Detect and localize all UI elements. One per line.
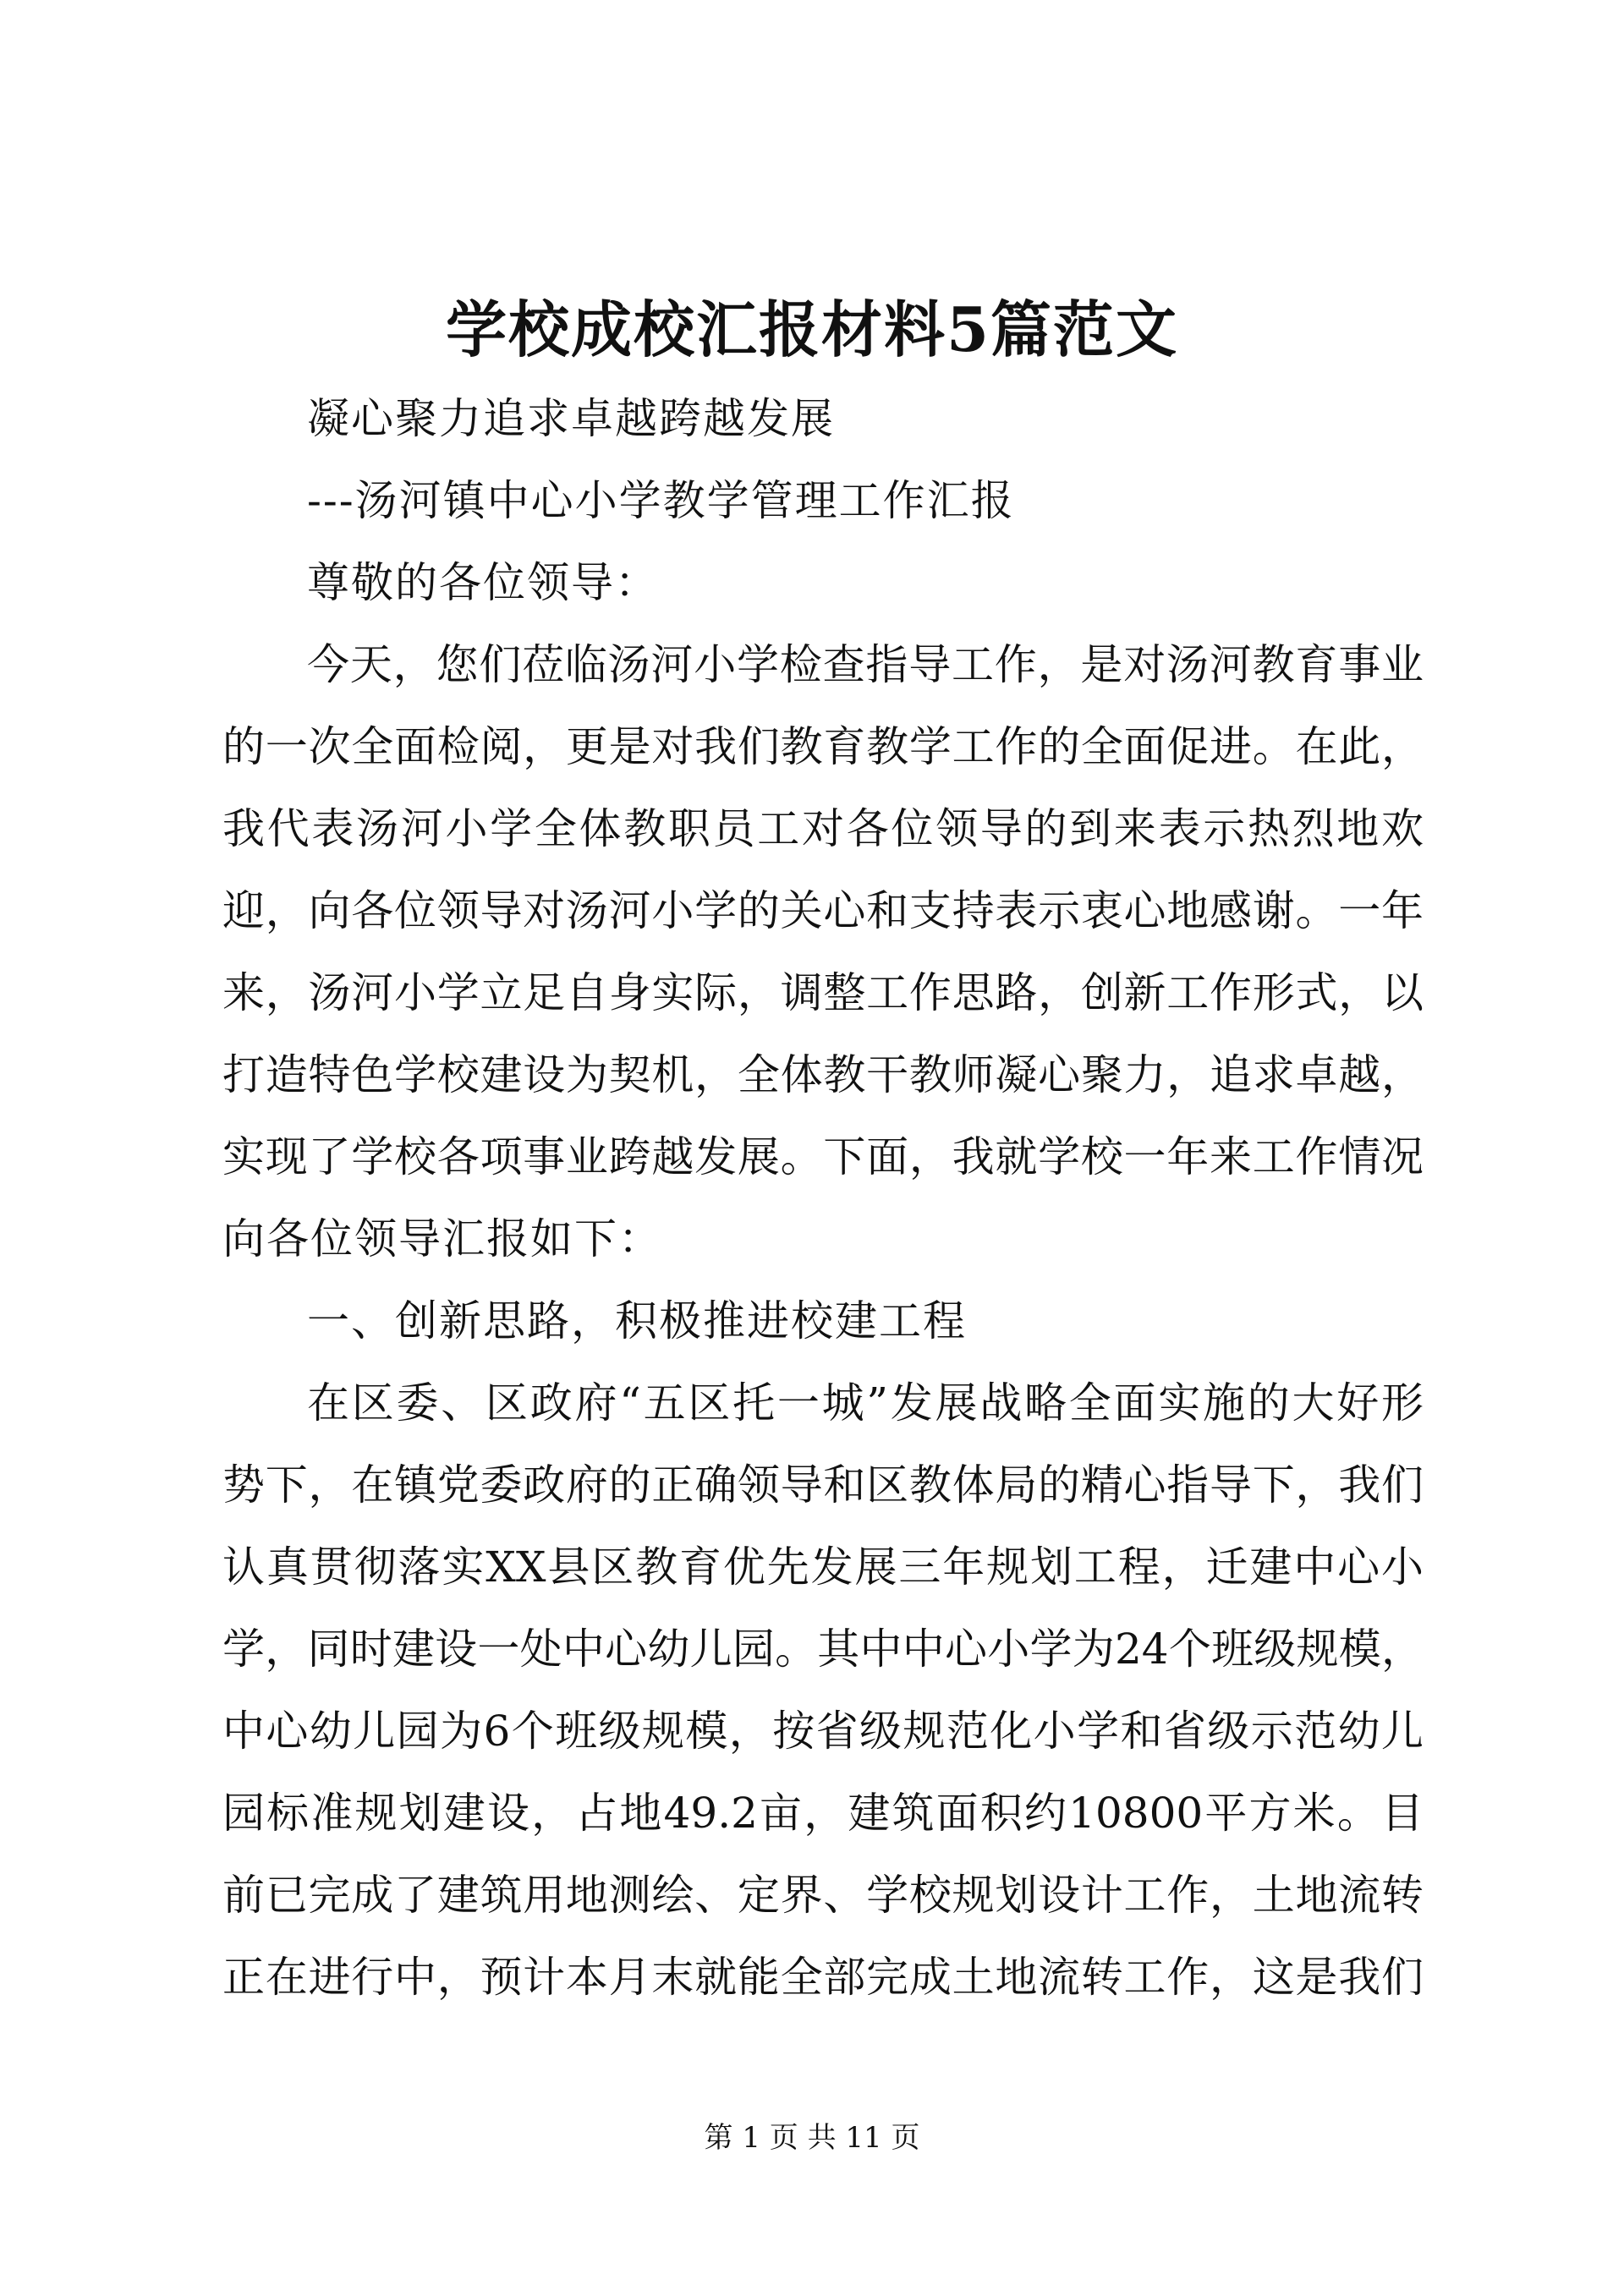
text-line: 尊敬的各位领导： xyxy=(307,558,659,607)
text-line: 中心幼儿园为6个班级规模，按省级规范化小学和省级示范幼儿 xyxy=(222,1707,1424,1756)
text-line: 认真贯彻落实XX县区教育优先发展三年规划工程，迁建中心小 xyxy=(222,1543,1424,1592)
text-line: 向各位领导汇报如下： xyxy=(222,1214,662,1263)
text-line: 的一次全面检阅，更是对我们教育教学工作的全面促进。在此， xyxy=(222,722,1424,771)
text-line: 迎，向各位领导对汤河小学的关心和支持表示衷心地感谢。一年 xyxy=(222,886,1424,935)
text-line: 前已完成了建筑用地测绘、定界、学校规划设计工作，土地流转 xyxy=(222,1871,1424,1920)
text-line: 一、创新思路，积极推进校建工程 xyxy=(307,1296,967,1345)
text-line: 势下，在镇党委政府的正确领导和区教体局的精心指导下，我们 xyxy=(222,1460,1424,1510)
page-footer: 第 1 页 共 11 页 xyxy=(704,2121,920,2155)
text-line: 园标准规划建设，占地49.2亩，建筑面积约10800平方米。目 xyxy=(222,1789,1424,1838)
text-line: 实现了学校各项事业跨越发展。下面，我就学校一年来工作情况 xyxy=(222,1132,1424,1181)
text-line: 凝心聚力追求卓越跨越发展 xyxy=(307,394,835,443)
document-title: 学校成校汇报材料5篇范文 xyxy=(445,293,1179,365)
text-line: 在区委、区政府“五区托一城”发展战略全面实施的大好形 xyxy=(307,1378,1424,1427)
text-line: ---汤河镇中心小学教学管理工作汇报 xyxy=(307,476,1015,525)
text-line: 来，汤河小学立足自身实际，调整工作思路，创新工作形式，以 xyxy=(222,968,1424,1017)
text-line: 正在进行中，预计本月末就能全部完成土地流转工作，这是我们 xyxy=(222,1953,1424,2002)
document-body xyxy=(222,378,1424,2019)
text-line: 打造特色学校建设为契机，全体教干教师凝心聚力，追求卓越， xyxy=(222,1050,1424,1099)
text-line: 今天，您们莅临汤河小学检查指导工作，是对汤河教育事业 xyxy=(307,640,1424,689)
text-line: 我代表汤河小学全体教职员工对各位领导的到来表示热烈地欢 xyxy=(222,804,1424,853)
text-line: 学，同时建设一处中心幼儿园。其中中心小学为24个班级规模， xyxy=(222,1625,1424,1674)
